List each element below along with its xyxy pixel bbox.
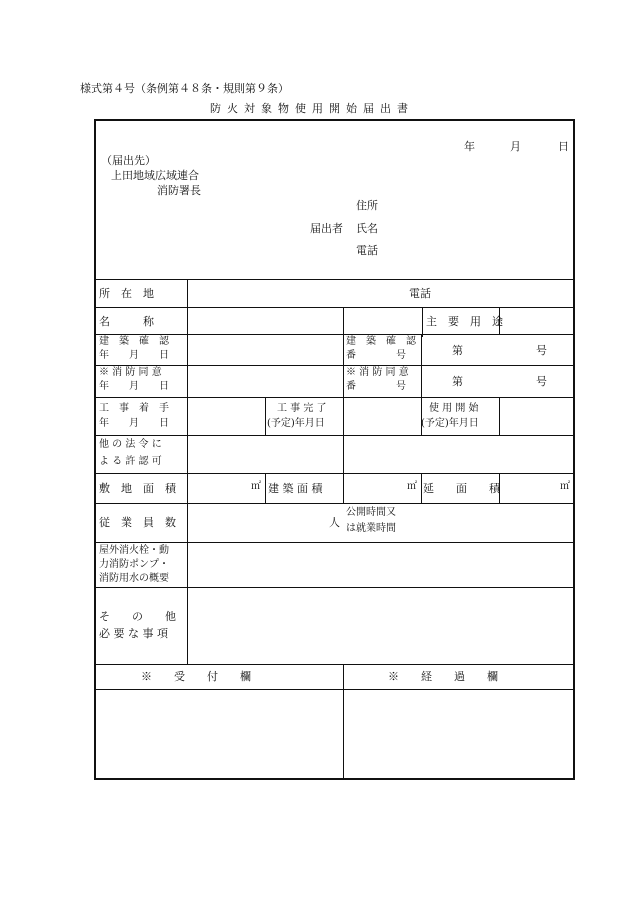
row-divider	[96, 542, 573, 543]
col-divider	[265, 397, 266, 435]
use-start-label-2: (予定)年月日	[421, 418, 479, 429]
row-divider	[96, 435, 573, 436]
facility-name-label: 名 称	[99, 315, 154, 328]
fire-consent-no-label-2: 番 号	[346, 381, 406, 392]
construction-end-label-2: (予定)年月日	[267, 418, 325, 429]
col-divider	[265, 473, 266, 503]
site-area-label: 敷 地 面 積	[99, 482, 176, 495]
fire-consent-date-label: ※ 消 防 同 意	[99, 367, 162, 378]
sqm-unit: ㎡	[560, 481, 570, 492]
row-divider	[96, 473, 573, 474]
row-divider	[96, 365, 573, 366]
persons-unit: 人	[329, 516, 340, 529]
hydrant-label-2: 力消防ポンプ・	[99, 559, 169, 570]
form-table	[94, 119, 575, 780]
col-divider	[343, 664, 344, 780]
number-suffix: 号	[536, 344, 547, 357]
bldg-confirm-no-label: 建 築 確 認	[346, 336, 416, 347]
hydrant-label: 屋外消火栓・動	[99, 545, 169, 556]
form-number: 様式第４号（条例第４８条・規則第９条）	[80, 82, 289, 95]
row-divider	[96, 664, 573, 665]
row-divider	[96, 503, 573, 504]
other-law-label-2: よ る 許 認 可	[99, 456, 162, 467]
row-divider	[96, 397, 573, 398]
sqm-unit: ㎡	[251, 481, 261, 492]
fire-union-name: 上田地域広域連合	[111, 169, 199, 182]
reception-column-label: ※ 受 付 欄	[141, 670, 251, 683]
notifier-label: 届出者	[310, 222, 343, 235]
hours-label: 公開時間又	[346, 507, 396, 518]
number-prefix: 第	[452, 375, 463, 388]
row-divider	[96, 307, 573, 308]
bldg-confirm-date-label-2: 年 月 日	[99, 350, 169, 361]
location-label: 所 在 地	[99, 287, 154, 300]
other-label: そ の 他	[99, 610, 176, 623]
hydrant-label-3: 消防用水の概要	[99, 573, 169, 584]
col-divider	[422, 307, 423, 337]
fire-chief: 消防署長	[157, 184, 201, 197]
location-phone-label: 電話	[409, 287, 431, 300]
bldg-confirm-no-label-2: 番 号	[346, 350, 406, 361]
construction-start-label-2: 年 月 日	[99, 418, 169, 429]
other-law-label: 他 の 法 令 に	[99, 439, 162, 450]
date-month: 月	[510, 140, 521, 153]
row-divider	[96, 279, 573, 280]
col-divider	[499, 397, 500, 435]
col-divider	[343, 307, 344, 503]
fire-consent-date-label-2: 年 月 日	[99, 381, 169, 392]
hours-label-2: は就業時間	[346, 523, 396, 534]
floor-area-label: 延 面 積	[423, 482, 500, 495]
col-divider	[187, 279, 188, 664]
employees-label: 従 業 員 数	[99, 516, 176, 529]
number-suffix: 号	[536, 375, 547, 388]
col-divider	[421, 397, 422, 435]
to-label: （届出先）	[101, 154, 156, 167]
construction-end-label: 工 事 完 了	[277, 403, 327, 414]
form-title: 防火対象物使用開始届出書	[210, 102, 414, 115]
row-divider	[96, 334, 573, 335]
use-start-label: 使 用 開 始	[429, 403, 479, 414]
sqm-unit: ㎡	[407, 481, 417, 492]
address-label: 住所	[356, 199, 378, 212]
main-use-label: 主 要 用 途	[426, 315, 503, 328]
other-label-2: 必 要 な 事 項	[99, 627, 168, 640]
construction-start-label: 工 事 着 手	[99, 403, 169, 414]
progress-column-label: ※ 経 過 欄	[388, 670, 498, 683]
date-day: 日	[558, 140, 569, 153]
building-area-label: 建 築 面 積	[268, 482, 323, 495]
row-divider	[96, 689, 573, 690]
bldg-confirm-date-label: 建 築 確 認	[99, 336, 169, 347]
row-divider	[96, 587, 573, 588]
number-prefix: 第	[452, 344, 463, 357]
date-year: 年	[464, 140, 475, 153]
phone-label: 電話	[356, 244, 378, 257]
fire-consent-no-label: ※ 消 防 同 意	[346, 367, 409, 378]
col-divider	[421, 473, 422, 503]
name-label: 氏名	[356, 222, 378, 235]
col-divider	[421, 334, 422, 397]
